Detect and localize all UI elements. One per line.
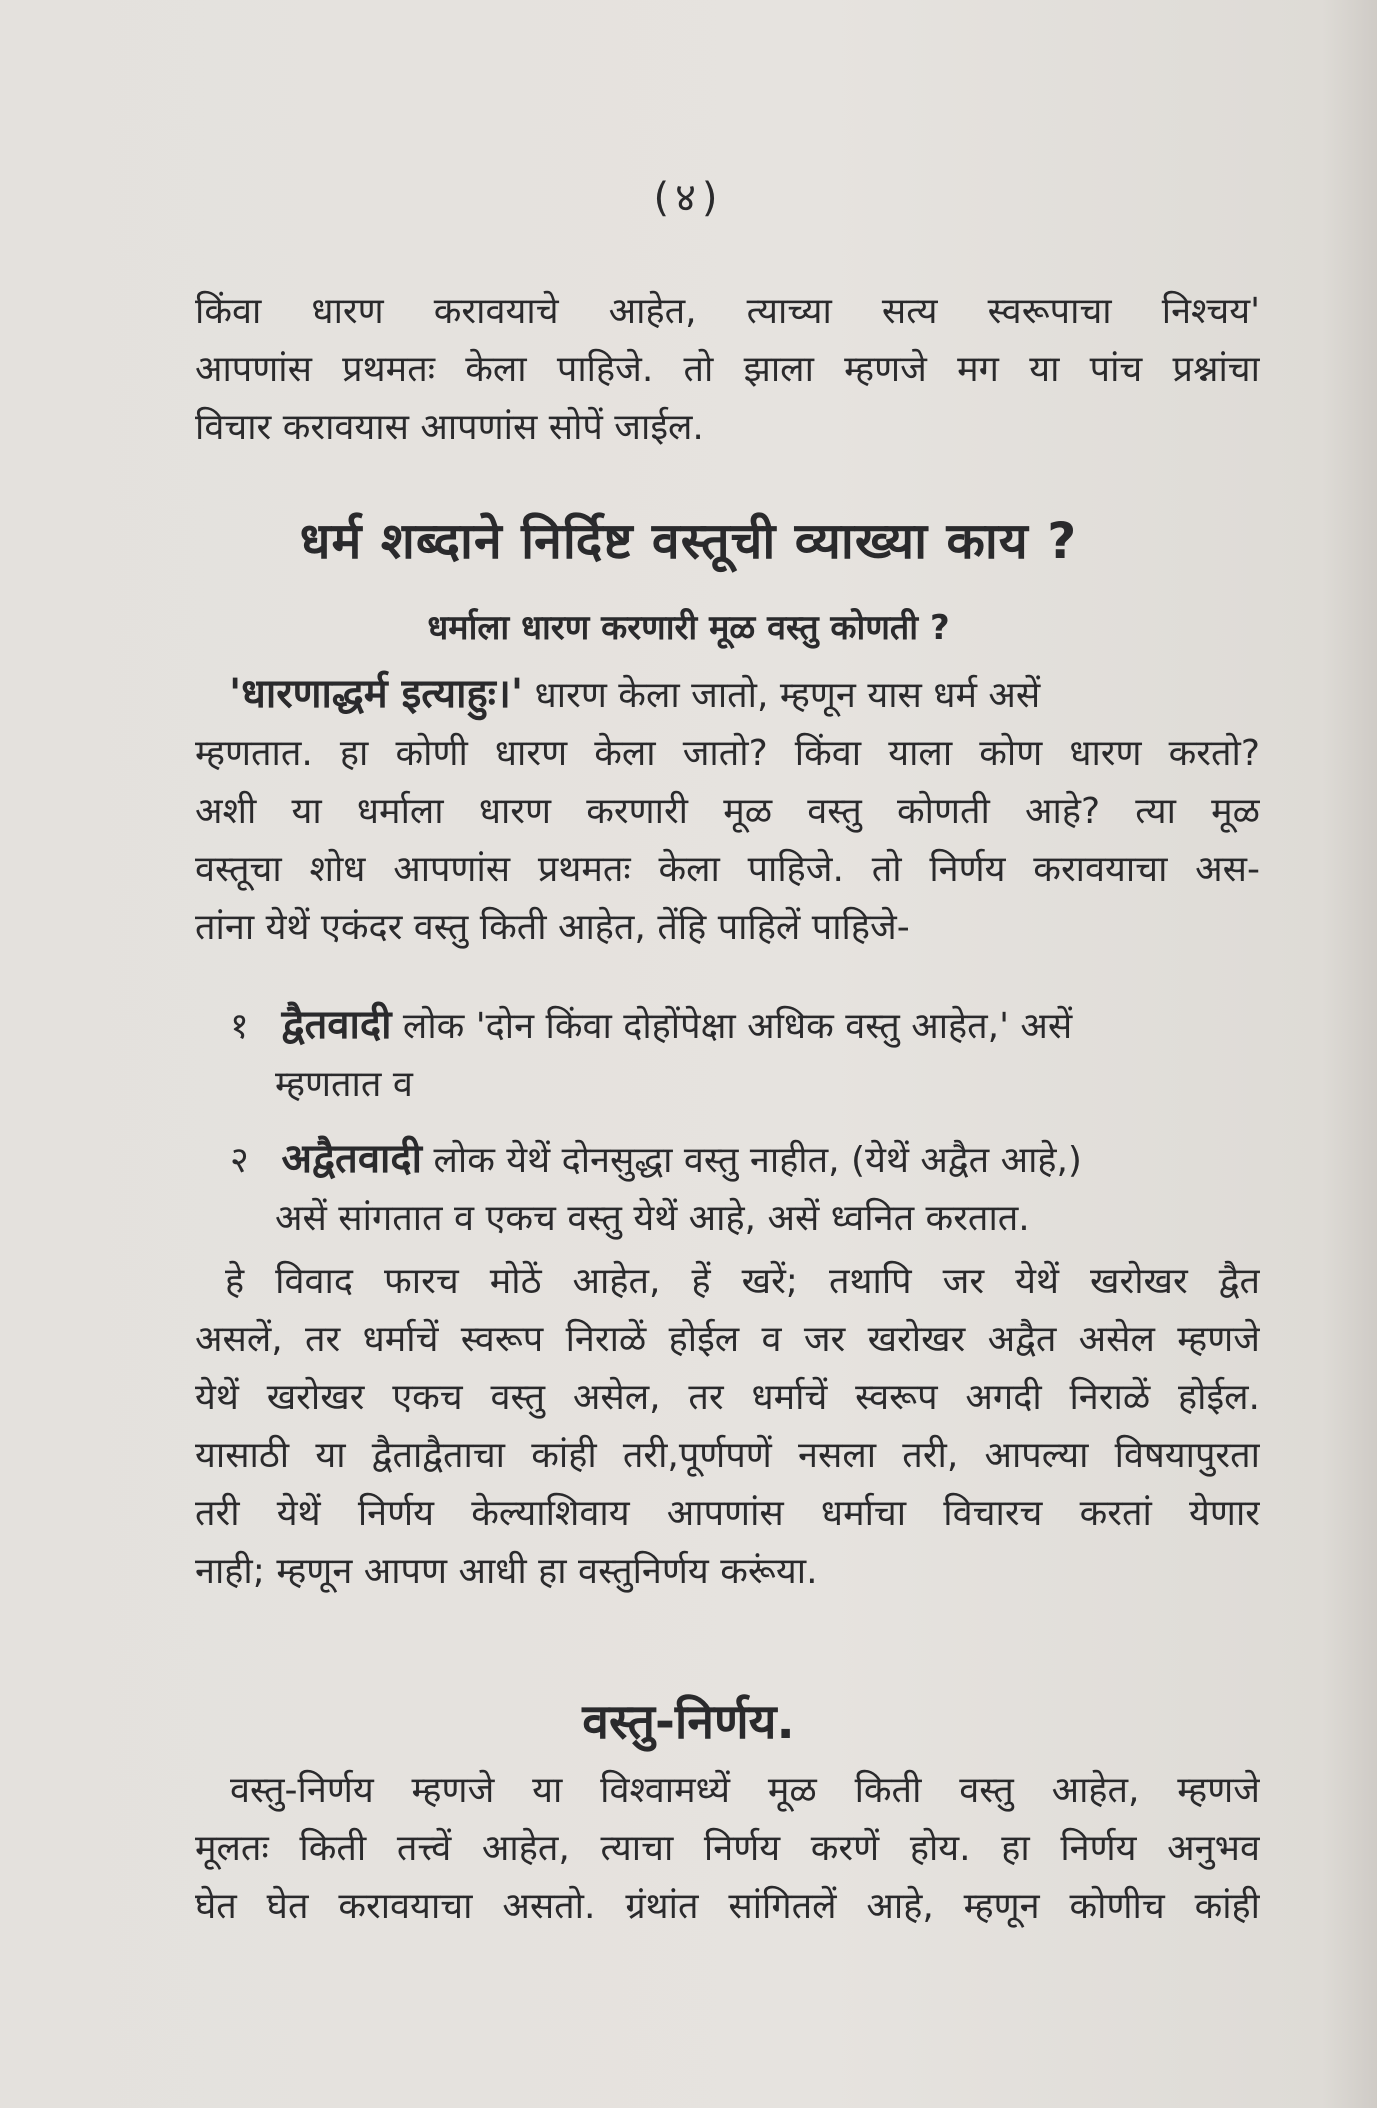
paragraph-line: अशी या धर्माला धारण करणारी मूळ वस्तु कोणती आहे? त्या मूळ [195, 791, 1260, 832]
list-number: २ [230, 1140, 249, 1181]
intro-line: विचार करावयास आपणांस सोपें जाईल. [195, 407, 704, 448]
paragraph-first-line [195, 665, 1260, 725]
section-heading-vastu-nirnay: वस्तु-निर्णय. [582, 1694, 795, 1750]
paragraph-line: म्हणतात. हा कोणी धारण केला जातो? किंवा याला कोण धारण करतो? [195, 733, 1260, 774]
list-item-dvaita [230, 996, 1260, 1114]
paragraph-line: नाही; म्हणून आपण आधी हा वस्तुनिर्णय करूंया. [195, 1551, 818, 1592]
section-heading: धर्म शब्दाने निर्दिष्ट वस्तूची व्याख्या काय ? [299, 512, 1078, 570]
paragraph-line: हे विवाद फारच मोठें आहेत, हें खरें; तथापि जर येथें खरोखर द्वैत [225, 1261, 1260, 1302]
list-item-second-line: म्हणतात व [275, 1064, 413, 1105]
paragraph-line: घेत घेत करावयाचा असतो. ग्रंथांत सांगितलें आहे, म्हणून कोणीच कांही [195, 1886, 1260, 1927]
intro-paragraph [195, 283, 1260, 457]
line-text: धारण केला जातो, म्हणून यास धर्म असें [534, 675, 1041, 716]
dispute-paragraph [195, 1253, 1260, 1601]
list-item-advaita [230, 1130, 1260, 1248]
list-term: द्वैतवादी [281, 1002, 392, 1048]
intro-line: किंवा धारण करावयाचे आहेत, त्याच्या सत्य स्वरूपाचा निश्चय' [195, 291, 1260, 332]
paragraph-line: मूलतः किती तत्त्वें आहेत, त्याचा निर्णय करणें होय. हा निर्णय अनुभव [195, 1828, 1260, 1869]
paragraph-line: असलें, तर धर्माचें स्वरूप निराळें होईल व जर खरोखर अद्वैत असेल म्हणजे [195, 1319, 1260, 1360]
list-item-first-line [230, 996, 1260, 1056]
intro-line: आपणांस प्रथमतः केला पाहिजे. तो झाला म्हणजे मग या पांच प्रश्नांचा [195, 349, 1260, 390]
sanskrit-quote: 'धारणाद्धर्म इत्याहुः।' [229, 671, 524, 717]
list-item-second-line: असें सांगतात व एकच वस्तु येथें आहे, असें ध्वनित करतात. [275, 1198, 1030, 1239]
list-item-first-line [230, 1130, 1260, 1190]
paragraph-line: येथें खरोखर एकच वस्तु असेल, तर धर्माचें स्वरूप अगदी निराळें होईल. [195, 1377, 1260, 1418]
paragraph-line: तरी येथें निर्णय केल्याशिवाय आपणांस धर्माचा विचारच करतां येणार [195, 1493, 1260, 1534]
paragraph-line: वस्तु-निर्णय म्हणजे या विश्वामध्यें मूळ किती वस्तु आहेत, म्हणजे [230, 1770, 1260, 1811]
paragraph-line: यासाठी या द्वैताद्वैताचा कांही तरी,पूर्णपणें नसला तरी, आपल्या विषयापुरता [195, 1435, 1260, 1476]
paragraph-line: वस्तूचा शोध आपणांस प्रथमतः केला पाहिजे. तो निर्णय करावयाचा अस- [195, 849, 1260, 890]
vastu-paragraph [195, 1762, 1260, 1936]
paragraph-line: तांना येथें एकंदर वस्तु किती आहेत, तेंहि पाहिलें पाहिजे- [195, 907, 910, 948]
list-number: १ [230, 1006, 249, 1047]
page-number: (४) [653, 175, 724, 221]
line-text: लोक 'दोन किंवा दोहोंपेक्षा अधिक वस्तु आहेत,' असें [402, 1006, 1073, 1047]
definition-paragraph [195, 665, 1260, 957]
line-text: लोक येथें दोनसुद्धा वस्तु नाहीत, (येथें अद्वैत आहे,) [433, 1140, 1082, 1181]
section-subheading: धर्माला धारण करणारी मूळ वस्तु कोणती ? [427, 608, 950, 648]
list-term: अद्वैतवादी [281, 1136, 423, 1182]
